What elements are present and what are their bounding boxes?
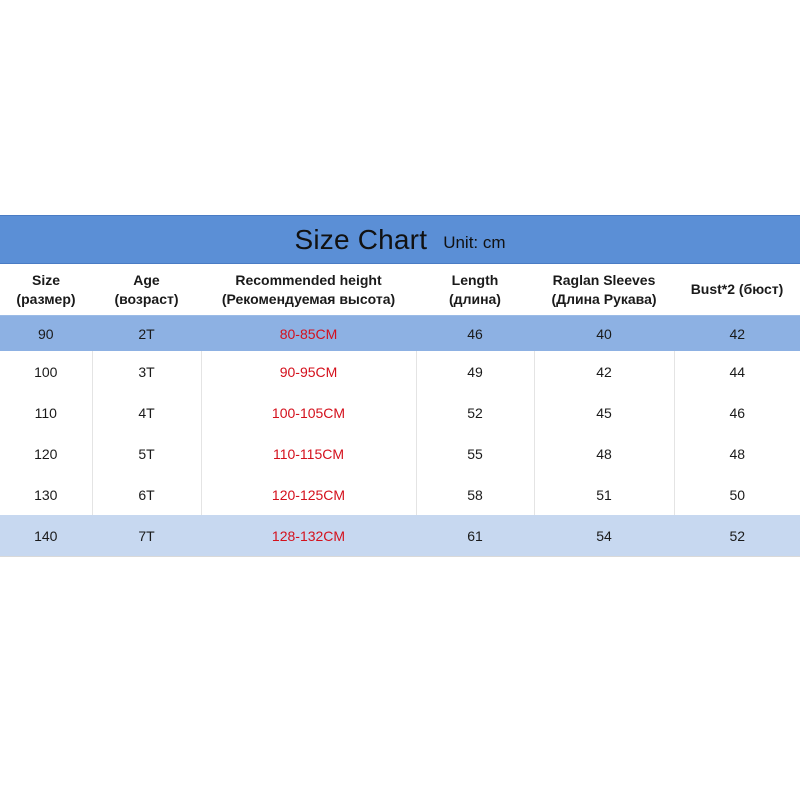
- cell-sleeves: 42: [534, 351, 674, 392]
- header-sleeves: Raglan Sleeves (Длина Рукава): [534, 264, 674, 316]
- cell-size: 140: [0, 515, 92, 557]
- cell-age: 6T: [92, 474, 201, 515]
- chart-title: Size Chart: [294, 223, 428, 255]
- cell-height: 120-125CM: [201, 474, 416, 515]
- table-row: [0, 392, 800, 433]
- size-chart: [0, 215, 800, 557]
- cell-age: 5T: [92, 433, 201, 474]
- table-row: [0, 351, 800, 392]
- cell-sleeves: 48: [534, 433, 674, 474]
- cell-length: 55: [416, 433, 534, 474]
- cell-length: 61: [416, 515, 534, 557]
- cell-sleeves: 54: [534, 515, 674, 557]
- table-row: [0, 515, 800, 557]
- cell-height: 80-85CM: [201, 316, 416, 352]
- cell-age: 7T: [92, 515, 201, 557]
- cell-size: 90: [0, 316, 92, 352]
- header-bust: Bust*2 (бюст): [674, 264, 800, 316]
- cell-height: 110-115CM: [201, 433, 416, 474]
- table-row: [0, 433, 800, 474]
- cell-bust: 42: [674, 316, 800, 352]
- header-height: Recommended height (Рекомендуемая высота): [201, 264, 416, 316]
- cell-bust: 46: [674, 392, 800, 433]
- size-table: [0, 264, 800, 557]
- cell-size: 130: [34, 486, 58, 503]
- cell-length: 52: [416, 392, 534, 433]
- cell-sleeves: 40: [534, 316, 674, 352]
- cell-height: 90-95CM: [201, 351, 416, 392]
- cell-height: 128-132CM: [201, 515, 416, 557]
- cell-size: 110: [34, 404, 57, 421]
- cell-length: 49: [416, 351, 534, 392]
- cell-bust: 48: [674, 433, 800, 474]
- cell-length: 58: [416, 474, 534, 515]
- cell-height: 100-105CM: [201, 392, 416, 433]
- cell-length: 46: [416, 316, 534, 352]
- header-length: Length (длина): [416, 264, 534, 316]
- unit-label: Unit: cm: [443, 232, 506, 252]
- header-size: Size (размер): [0, 264, 92, 316]
- table-row: [0, 316, 800, 352]
- header-row: [0, 264, 800, 316]
- cell-age: 2T: [92, 316, 201, 352]
- title-banner: [0, 215, 800, 264]
- cell-size: 100: [34, 363, 58, 380]
- cell-age: 3T: [92, 351, 201, 392]
- cell-age: 4T: [92, 392, 201, 433]
- cell-bust: 50: [674, 474, 800, 515]
- cell-sleeves: 45: [534, 392, 674, 433]
- cell-size: 120: [34, 445, 58, 462]
- header-age: Age (возраст): [92, 264, 201, 316]
- cell-bust: 44: [674, 351, 800, 392]
- cell-sleeves: 51: [534, 474, 674, 515]
- table-row: [0, 474, 800, 515]
- cell-bust: 52: [674, 515, 800, 557]
